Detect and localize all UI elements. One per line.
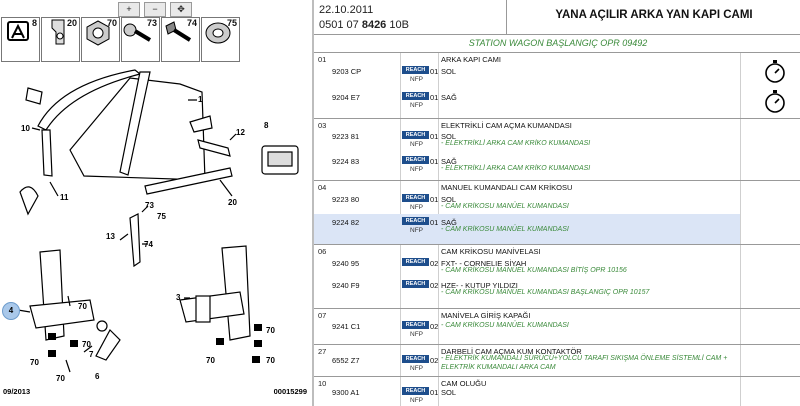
stopwatch-icon <box>764 89 786 113</box>
nut-marker <box>48 350 56 357</box>
parts-group-07 <box>314 308 800 345</box>
group-number: 03 <box>318 121 327 130</box>
table-row[interactable] <box>314 384 740 406</box>
reach-badge[interactable]: REACH <box>402 321 429 329</box>
quantity: 01 <box>430 93 439 102</box>
ref-prefix: 0501 07 <box>319 19 362 31</box>
part-number: 9223 80 <box>332 195 360 204</box>
reach-badge[interactable]: REACH <box>402 92 429 100</box>
part-note: - CAM KRİKOSU MANÜEL KUMANDASI BİTİŞ OPR 10156 <box>441 267 627 274</box>
group-number: 06 <box>318 247 327 256</box>
header-reference <box>319 19 409 31</box>
nfp-label: NFP <box>410 397 423 404</box>
part-description: FXT- - CORNELIE SİYAH <box>441 259 527 268</box>
group-label: CAM KRİKOSU MANİVELASI <box>441 247 541 256</box>
parts-header <box>314 0 800 35</box>
nut-marker <box>254 324 262 331</box>
part-note-continued: ELEKTRİK KUMANDALI ARKA CAM <box>441 364 556 371</box>
parts-group-01 <box>314 52 800 119</box>
callout-73[interactable]: 73 <box>145 201 154 210</box>
quantity: 01 <box>430 67 439 76</box>
thumbnail-number: 70 <box>106 18 117 28</box>
callout-13[interactable]: 13 <box>106 232 115 241</box>
group-label: MANUEL KUMANDALI CAM KRİKOSU <box>441 183 573 192</box>
zoom-in-icon: + <box>126 4 132 14</box>
nut-marker <box>48 333 56 340</box>
table-row[interactable] <box>314 128 740 150</box>
part-number: 9224 83 <box>332 157 360 166</box>
nut-marker <box>70 340 78 347</box>
quantity: 01 <box>430 157 439 166</box>
diagram-id: 00015299 <box>273 387 307 396</box>
part-number: 9224 82 <box>332 218 360 227</box>
parts-group-04 <box>314 180 800 245</box>
parts-list-pane <box>312 0 800 406</box>
quantity: 01 <box>430 388 439 397</box>
quantity: 02 <box>430 259 439 268</box>
group-number: 07 <box>318 311 327 320</box>
application-range: STATION WAGON BAŞLANGIÇ OPR 09492 <box>468 38 648 48</box>
quantity: 02 <box>430 356 439 365</box>
table-row-selected[interactable] <box>314 214 740 244</box>
table-row[interactable] <box>314 153 740 175</box>
part-description: HZE- - KUTUP YILDIZI <box>441 281 518 290</box>
quantity: 01 <box>430 195 439 204</box>
nfp-label: NFP <box>410 76 423 83</box>
part-note: - CAM KRİKOSU MANÜEL KUMANDASI <box>441 226 569 233</box>
callout-8[interactable]: 8 <box>264 121 269 130</box>
callout-70[interactable]: 70 <box>266 356 275 365</box>
thumbnail-number: 74 <box>186 18 197 28</box>
part-description: SOL <box>441 67 457 76</box>
reach-badge[interactable]: REACH <box>402 217 429 225</box>
table-row[interactable] <box>314 63 740 85</box>
table-row[interactable] <box>314 191 740 213</box>
part-note: - CAM KRİKOSU MANÜEL KUMANDASI <box>441 322 569 329</box>
nfp-label: NFP <box>410 227 423 234</box>
callout-7[interactable]: 7 <box>89 350 94 359</box>
group-label: DARBELİ CAM AÇMA KUM KONTAKTÖR <box>441 347 582 356</box>
callout-70[interactable]: 70 <box>78 302 87 311</box>
quantity: 02 <box>430 322 439 331</box>
part-note: - ELEKTRİK KUMANDALI SÜRÜCÜ+YOLCU TARAFI SIKIŞMA ÖNLEME SİSTEMLİ CAM + <box>441 355 728 362</box>
table-row[interactable] <box>314 277 740 299</box>
group-number: 04 <box>318 183 327 192</box>
callout-70[interactable]: 70 <box>266 326 275 335</box>
table-row[interactable] <box>314 255 740 277</box>
parts-group-10 <box>314 376 800 406</box>
part-number: 9204 E7 <box>332 93 360 102</box>
header-date: 22.10.2011 <box>319 4 374 16</box>
part-note: - ELEKTRİKLİ ARKA CAM KRİKO KUMANDASI <box>441 140 591 147</box>
callout-75[interactable]: 75 <box>157 212 166 221</box>
table-row[interactable] <box>314 318 740 340</box>
nut-marker <box>216 338 224 345</box>
nfp-label: NFP <box>410 365 423 372</box>
table-row[interactable] <box>314 89 740 111</box>
group-label: ELEKTRİKLİ CAM AÇMA KUMANDASI <box>441 121 572 130</box>
table-row[interactable] <box>314 352 740 374</box>
part-number: 9241 C1 <box>332 322 361 331</box>
part-number: 9223 81 <box>332 132 360 141</box>
nfp-label: NFP <box>410 166 423 173</box>
callout-10[interactable]: 10 <box>21 124 30 133</box>
part-number: 9203 CP <box>332 67 362 76</box>
part-number: 9300 A1 <box>332 388 360 397</box>
part-description: SOL <box>441 132 457 141</box>
nfp-label: NFP <box>410 331 423 338</box>
reach-badge[interactable]: REACH <box>402 131 429 139</box>
nfp-label: NFP <box>410 141 423 148</box>
page-title: YANA AÇILIR ARKA YAN KAPI CAMI <box>555 9 753 21</box>
thumbnail-number: 75 <box>226 18 237 28</box>
callout-4-highlighted[interactable]: 4 <box>2 302 20 320</box>
quantity: 01 <box>430 218 439 227</box>
parts-group-27 <box>314 344 800 377</box>
nfp-label: NFP <box>410 102 423 109</box>
group-number: 10 <box>318 379 327 388</box>
nut-marker <box>252 356 260 363</box>
exploded-diagram-pane <box>0 0 311 406</box>
callout-70[interactable]: 70 <box>56 374 65 383</box>
callout-70[interactable]: 70 <box>82 340 91 349</box>
quantity: 02 <box>430 281 439 290</box>
part-description: SAĞ <box>441 218 457 227</box>
part-description: SOL <box>441 195 457 204</box>
nfp-label: NFP <box>410 204 423 211</box>
group-label: ARKA KAPI CAMI <box>441 55 502 64</box>
callout-20[interactable]: 20 <box>228 198 237 207</box>
callout-11[interactable]: 11 <box>60 193 69 202</box>
part-description: SAĞ <box>441 157 457 166</box>
part-note: - CAM KRİKOSU MANÜEL KUMANDASI <box>441 203 569 210</box>
callout-6[interactable]: 6 <box>95 372 100 381</box>
reach-badge[interactable]: REACH <box>402 258 429 266</box>
group-number: 01 <box>318 55 327 64</box>
header-meta <box>314 0 507 34</box>
part-description: SOL <box>441 388 457 397</box>
callout-1[interactable]: 1 <box>198 95 203 104</box>
window-assembly-drawing <box>0 0 311 406</box>
part-number: 6552 Z7 <box>332 356 360 365</box>
reach-badge[interactable]: REACH <box>402 156 429 164</box>
parts-group-03 <box>314 118 800 181</box>
group-number: 27 <box>318 347 327 356</box>
callout-70[interactable]: 70 <box>206 356 215 365</box>
callout-70[interactable]: 70 <box>30 358 39 367</box>
reach-badge[interactable]: REACH <box>402 194 429 202</box>
stopwatch-icon <box>764 59 786 83</box>
pan-icon: ✥ <box>177 4 185 14</box>
callout-74[interactable]: 74 <box>144 240 153 249</box>
reach-badge[interactable]: REACH <box>402 387 429 395</box>
reach-badge[interactable]: REACH <box>402 280 429 288</box>
reach-badge[interactable]: REACH <box>402 66 429 74</box>
group-label: MANİVELA GİRİŞ KAPAĞI <box>441 311 531 320</box>
diagram-date: 09/2013 <box>3 387 31 396</box>
callout-3[interactable]: 3 <box>176 293 181 302</box>
nut-marker <box>254 340 262 347</box>
callout-12[interactable]: 12 <box>236 128 245 137</box>
ref-bold: 8426 <box>361 19 387 31</box>
group-label: CAM OLUĞU <box>441 379 487 388</box>
part-number: 9240 95 <box>332 259 360 268</box>
thumbnail-number: 20 <box>66 18 77 28</box>
part-note: - ELEKTRİKLİ ARKA CAM KRİKO KUMANDASI <box>441 165 591 172</box>
thumbnail-number: 73 <box>146 18 157 28</box>
part-description: SAĞ <box>441 93 457 102</box>
ref-suffix: 10B <box>386 19 409 31</box>
reach-badge[interactable]: REACH <box>402 355 429 363</box>
parts-group-06 <box>314 244 800 309</box>
zoom-out-icon: − <box>152 4 158 14</box>
quantity: 01 <box>430 132 439 141</box>
part-note: - CAM KRİKOSU MANÜEL KUMANDASI BAŞLANGIÇ OPR 10157 <box>441 289 650 296</box>
part-number: 9240 F9 <box>332 281 360 290</box>
thumbnail-number: 8 <box>31 18 37 28</box>
